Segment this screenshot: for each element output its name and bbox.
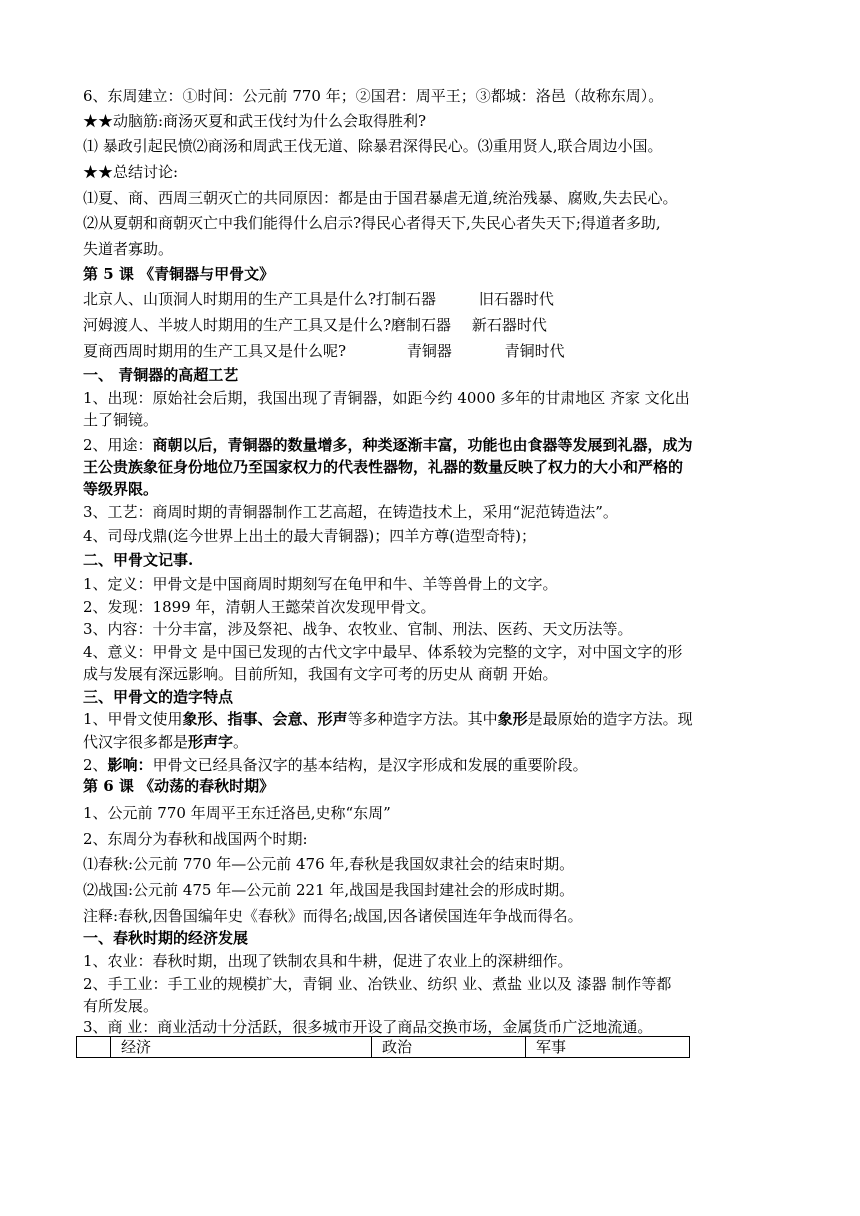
text-line [83, 435, 693, 455]
text-span: 2、用途： [83, 436, 153, 454]
text-span: 。 [233, 733, 249, 751]
bold-span: 商朝以后，青铜器的数量增多，种类逐渐丰富，功能也由食器等发展到礼器，成为 [152, 436, 693, 454]
table-cell [77, 1037, 111, 1058]
text-line: 1、定义：甲骨文是中国商周时期刻写在龟甲和牛、羊等兽骨上的文字。 [83, 575, 558, 593]
text-span: 甲骨文已经具备汉字的基本结构，是汉字形成和发展的重要阶段。 [152, 756, 588, 774]
text-line: ★★总结讨论: [83, 163, 179, 181]
text-line: 1、农业：春秋时期，出现了铁制农具和牛耕，促进了农业上的深耕细作。 [83, 952, 573, 970]
text-line: ⑴ 暴政引起民愤⑵商汤和周武王伐无道、除暴君深得民心。⑶重用贤人,联合周边小国。 [83, 137, 663, 155]
section-heading: 一、 青铜器的高超工艺 [83, 366, 239, 384]
text-span: 旧石器时代 [478, 290, 554, 308]
lesson-heading: 第 5 课 《青铜器与甲骨文》 [83, 265, 275, 283]
text-line: ★★动脑筋:商汤灭夏和武王伐纣为什么会取得胜利? [83, 112, 427, 130]
table-cell: 军事 [526, 1037, 690, 1058]
text-span: 新石器时代 [471, 316, 547, 334]
text-span: 是最原始的造字方法。现 [527, 710, 693, 728]
text-line: ⑴春秋:公元前 770 年—公元前 476 年,春秋是我国奴隶社会的结束时期。 [83, 855, 575, 873]
table-cell: 经济 [111, 1037, 372, 1058]
table-cell: 政治 [372, 1037, 526, 1058]
text-span: 等多种造字方法。其中 [347, 710, 498, 728]
text-line [83, 289, 554, 309]
text-span: 1、甲骨文使用 [83, 710, 183, 728]
text-line: 有所发展。 [83, 997, 159, 1015]
text-line: 2、手工业：手工业的规模扩大，青铜 业、冶铁业、纺织 业、煮盐 业以及 漆器 制作等都 [83, 975, 672, 993]
text-line: 3、内容：十分丰富，涉及祭祀、战争、农牧业、官制、刑法、医药、天文历法等。 [83, 620, 633, 638]
section-heading: 二、甲骨文记事. [83, 551, 194, 569]
text-line: 注释:春秋,因鲁国编年史《春秋》而得名;战国,因各诸侯国连年争战而得名。 [83, 907, 583, 925]
text-line: 3、商 业：商业活动十分活跃，很多城市开设了商品交换市场，金属货币广泛地流通。 [83, 1018, 653, 1036]
bold-span: 形声字 [188, 733, 234, 751]
text-span: 代汉字很多都是 [83, 733, 189, 751]
text-line: 4、司母戊鼎(迄今世界上出土的最大青铜器)；四羊方尊(造型奇特)； [83, 527, 536, 545]
text-span: 夏商西周时期用的生产工具又是什么呢? [83, 342, 347, 360]
text-line: 3、工艺：商周时期的青铜器制作工艺高超，在铸造技术上，采用“泥范铸造法”。 [83, 503, 618, 521]
text-line [83, 315, 547, 335]
text-line: 4、意义：甲骨文 是中国已发现的古代文字中最早、体系较为完整的文字，对中国文字的形 [83, 643, 683, 661]
text-line: ⑵从夏朝和商朝灭亡中我们能得什么启示?得民心者得天下,失民心者失天下;得道者多助, [83, 214, 661, 232]
section-heading: 三、甲骨文的造字特点 [83, 688, 234, 706]
text-line: 1、出现：原始社会后期，我国出现了青铜器，如距今约 4000 多年的甘肃地区 齐家 文化出 [83, 389, 690, 407]
text-line: 失道者寡助。 [83, 240, 174, 258]
text-line: 6、东周建立：①时间：公元前 770 年；②国君：周平王；③都城：洛邑（故称东周）。 [83, 87, 664, 105]
text-line [83, 755, 588, 775]
bold-span: 象形、指事、会意、形声 [182, 710, 348, 728]
lesson-heading: 第 6 课 《动荡的春秋时期》 [83, 777, 275, 795]
text-line: 成与发展有深远影响。目前所知，我国有文字可考的历史从 商朝 开始。 [83, 665, 558, 683]
text-line [83, 341, 565, 361]
table-row [77, 1037, 690, 1058]
text-line [83, 732, 248, 752]
bold-span: 象形 [497, 710, 528, 728]
text-span: 2、 [83, 756, 108, 774]
text-span: 青铜器 [406, 342, 452, 360]
comparison-table [76, 1036, 690, 1058]
bold-line: 王公贵族象征身份地位乃至国家权力的代表性器物，礼器的数量反映了权力的大小和严格的 [83, 458, 684, 476]
text-span: 北京人、山顶洞人时期用的生产工具是什么?打制石器 [83, 290, 437, 308]
text-line: 2、发现：1899 年，清朝人王懿荣首次发现甲骨文。 [83, 598, 436, 616]
text-line: ⑵战国:公元前 475 年—公元前 221 年,战国是我国封建社会的形成时期。 [83, 881, 575, 899]
text-span: 河姆渡人、半坡人时期用的生产工具又是什么?磨制石器 [83, 316, 452, 334]
text-line [83, 709, 693, 729]
bold-span: 影响： [107, 756, 153, 774]
text-line: 土了铜镜。 [83, 411, 159, 429]
text-span: 青铜时代 [504, 342, 565, 360]
section-heading: 一、春秋时期的经济发展 [83, 929, 249, 947]
text-line: ⑴夏、商、西周三朝灭亡的共同原因：都是由于国君暴虐无道,统治残暴、腐败,失去民心。 [83, 189, 678, 207]
text-line: 2、东周分为春秋和战国两个时期: [83, 830, 308, 848]
text-line: 1、公元前 770 年周平王东迁洛邑,史称“东周” [83, 804, 391, 822]
bold-line: 等级界限。 [83, 480, 159, 498]
